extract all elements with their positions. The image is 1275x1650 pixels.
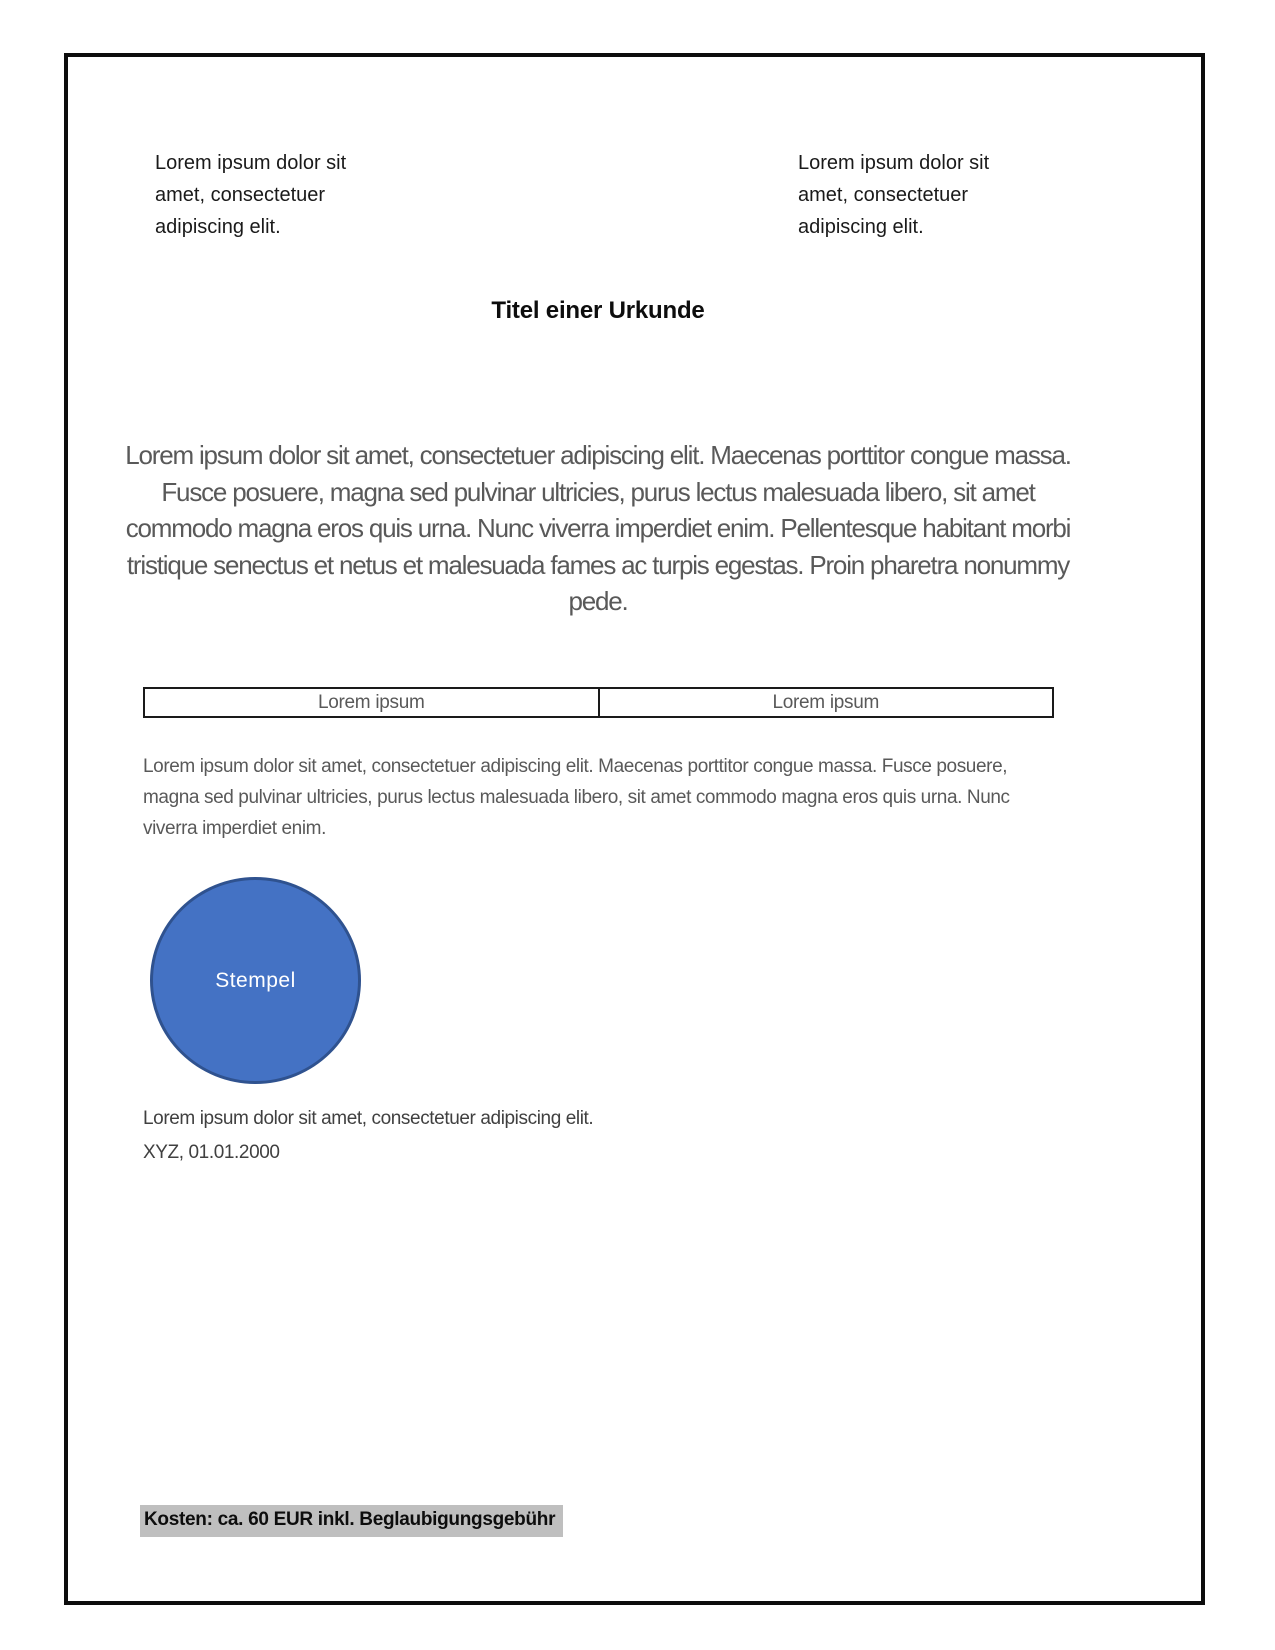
document-title: Titel einer Urkunde bbox=[491, 297, 705, 324]
cost-note: Kosten: ca. 60 EUR inkl. Beglaubigungsgebühr bbox=[140, 1505, 563, 1537]
header-note-left: Lorem ipsum dolor sit amet, consectetuer adipiscing elit. bbox=[155, 152, 347, 238]
table-row bbox=[144, 688, 1053, 717]
intro-paragraph: Lorem ipsum dolor sit amet, consectetuer adipiscing elit. Maecenas porttitor congue massa. Fusce posuere, magna sed pulvinar ultricies, purus lectus malesuada libero, sit amet commodo magna eros quis urna. Nunc viverra imperdiet enim. Pellentesque habitant morbi tristique senectus et netus et malesuada fames ac turpis egestas. Proin pharetra nonummy pede. bbox=[125, 440, 1071, 616]
header-note-right: Lorem ipsum dolor sit amet, consectetuer adipiscing elit. bbox=[798, 152, 990, 238]
table-header-cell-left: Lorem ipsum bbox=[144, 688, 599, 717]
closing-block bbox=[143, 1102, 843, 1170]
signature-note: Lorem ipsum dolor sit amet, consectetuer adipiscing elit. bbox=[143, 1108, 594, 1129]
body-paragraph: Lorem ipsum dolor sit amet, consectetuer adipiscing elit. Maecenas porttitor congue massa. Fusce posuere, magna sed pulvinar ultricies, purus lectus malesuada libero, sit amet commodo magna eros quis urna. Nunc viverra imperdiet enim. bbox=[143, 756, 1010, 839]
info-table bbox=[143, 687, 1054, 718]
stamp-circle bbox=[150, 877, 361, 1084]
place-date: XYZ, 01.01.2000 bbox=[143, 1142, 280, 1163]
stamp-label: Stempel bbox=[215, 968, 296, 992]
table-header-cell-right: Lorem ipsum bbox=[599, 688, 1054, 717]
